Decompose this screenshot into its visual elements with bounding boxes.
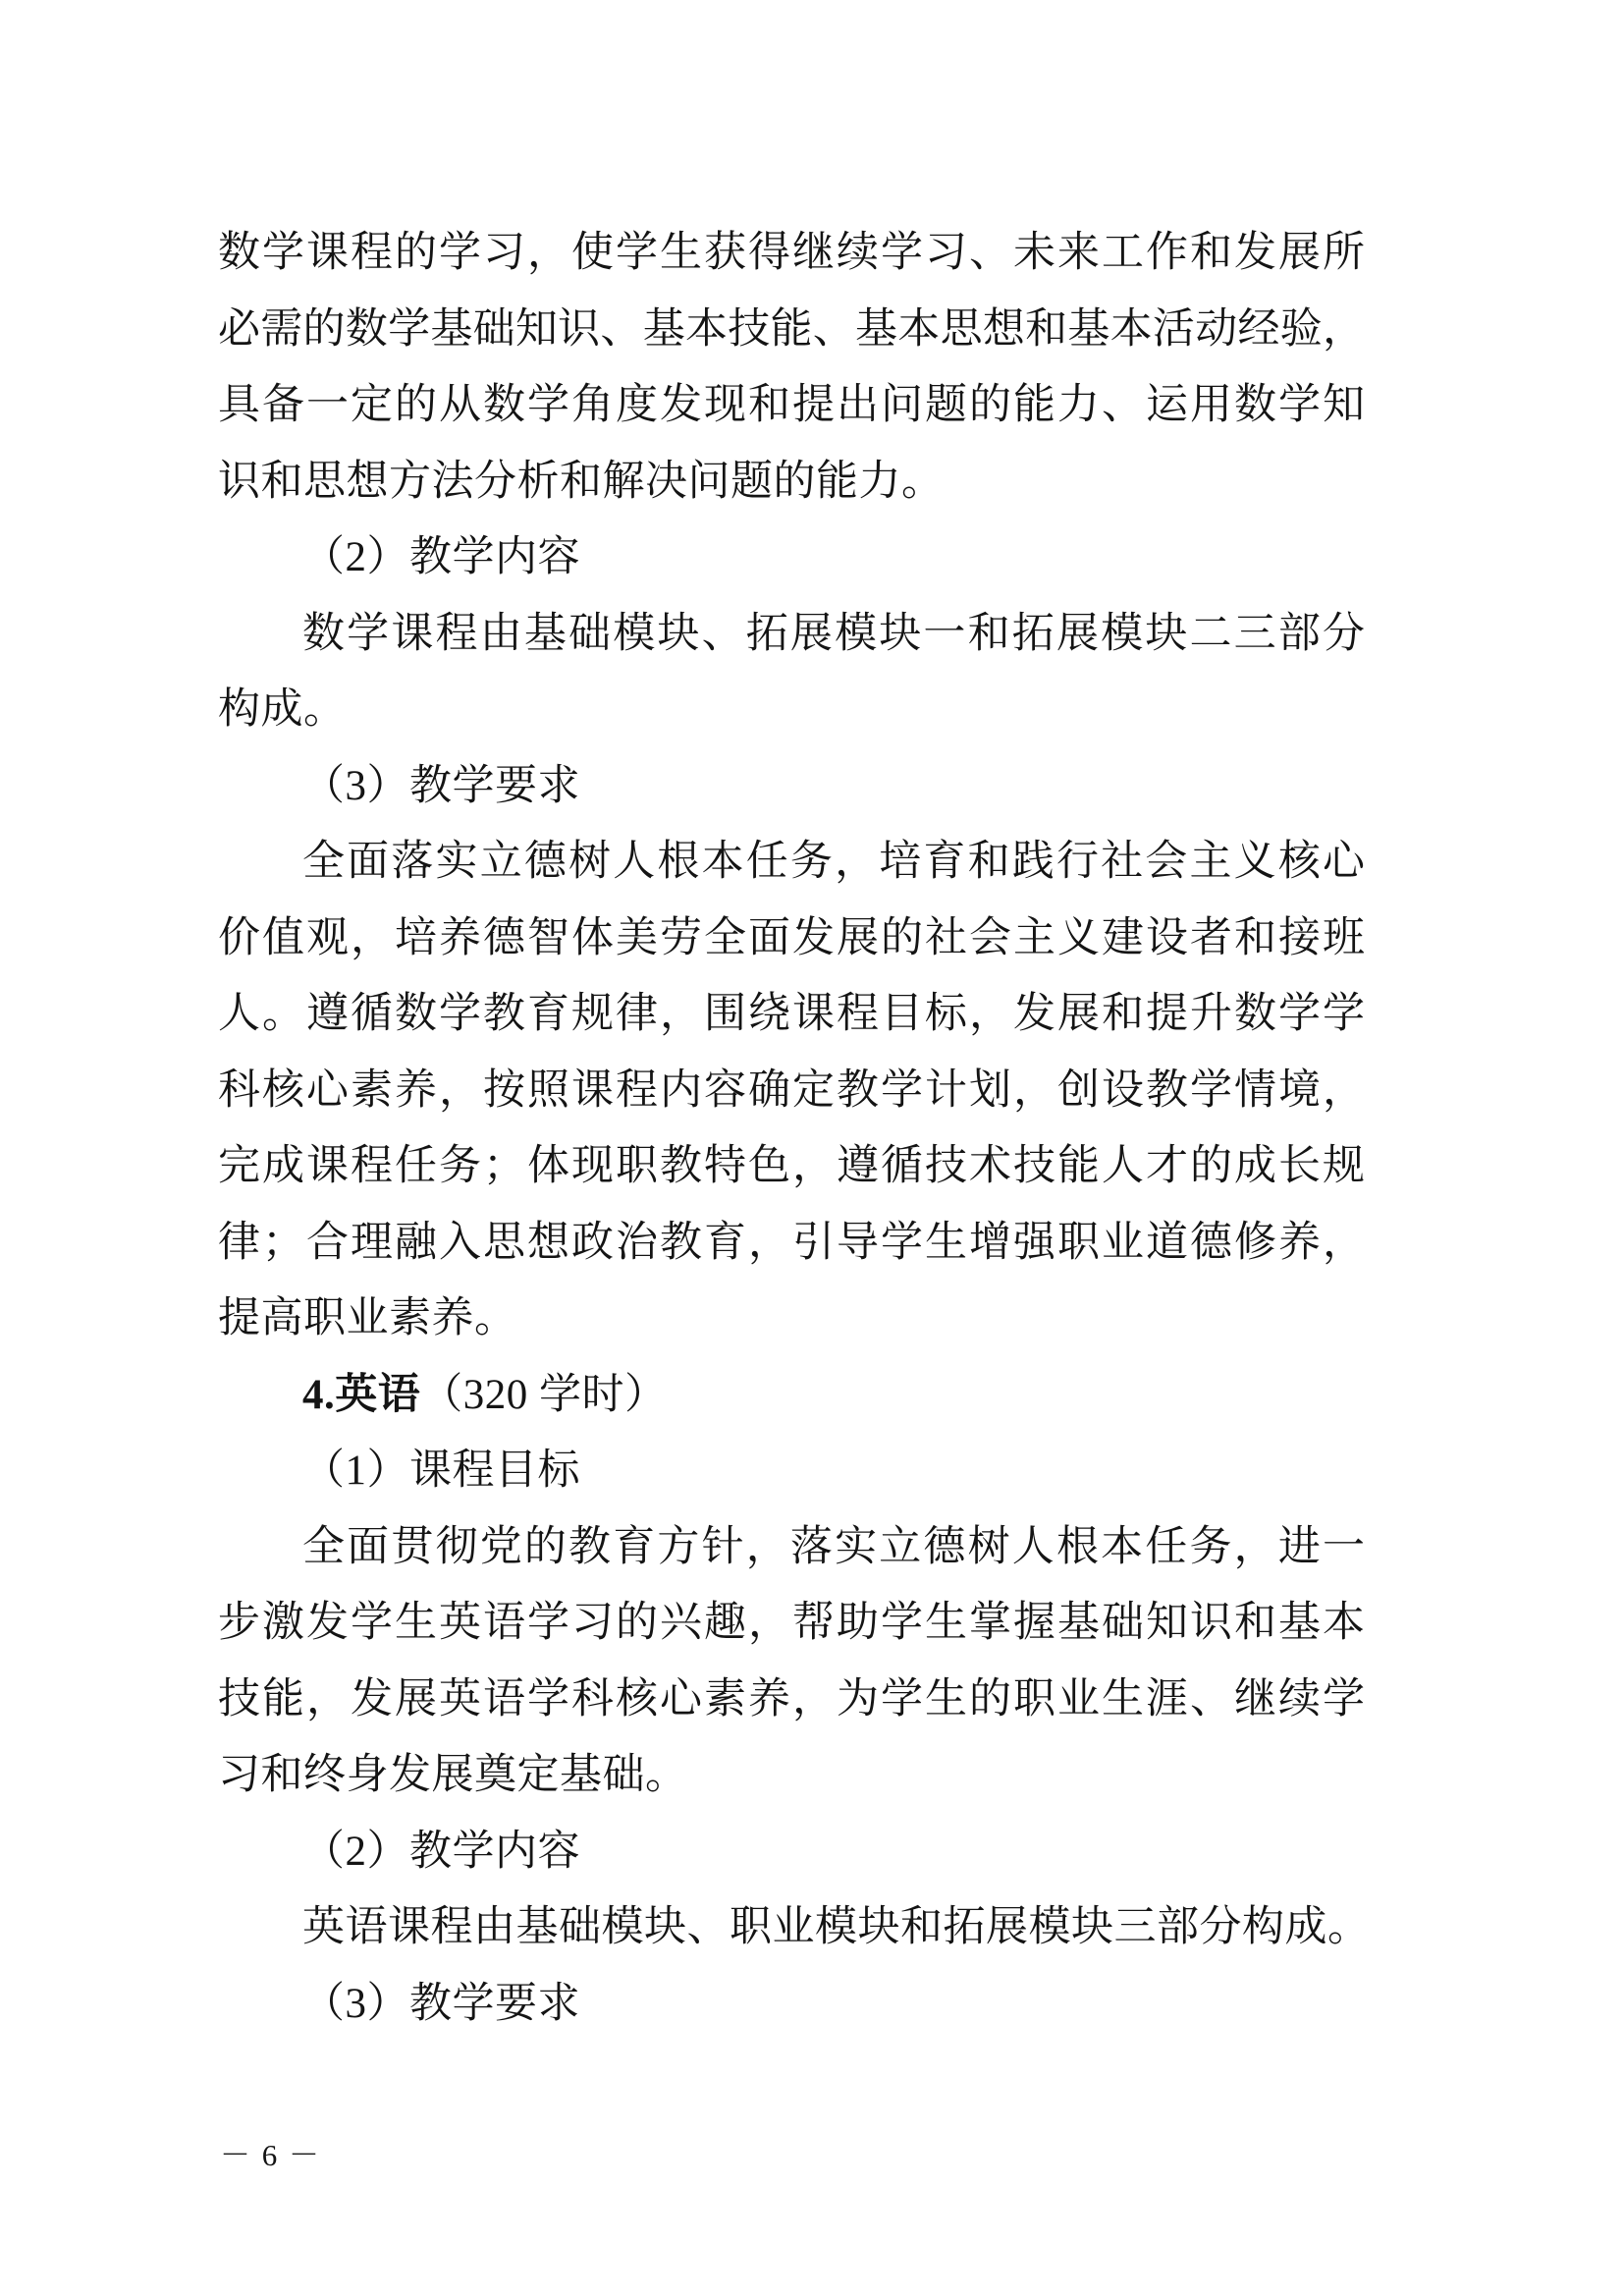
text-line: 构成。 xyxy=(218,686,347,733)
subheading-teaching-requirements: （3）教学要求 xyxy=(302,762,580,809)
text-line: 识和思想方法分析和解决问题的能力。 xyxy=(218,458,945,505)
text-line: 英语课程由基础模块、职业模块和拓展模块三部分构成。 xyxy=(302,1904,1371,1950)
subheading-teaching-requirements: （3）教学要求 xyxy=(302,1980,580,2027)
text-line: 必需的数学基础知识、基本技能、基本思想和基本活动经验， xyxy=(218,305,1365,353)
text-line: 提高职业素养。 xyxy=(218,1295,517,1341)
text-line: 数学课程的学习，使学生获得继续学习、未来工作和发展所 xyxy=(218,230,1365,276)
text-line: 技能，发展英语学科核心素养，为学生的职业生涯、继续学 xyxy=(218,1675,1365,1722)
text-line: 习和终身发展奠定基础。 xyxy=(218,1752,688,1798)
text-line: 步激发学生英语学习的兴趣，帮助学生掌握基础知识和基本 xyxy=(218,1600,1365,1646)
text-line: 具备一定的从数学角度发现和提出问题的能力、运用数学知 xyxy=(218,382,1365,428)
text-line: 科核心素养，按照课程内容确定教学计划，创设教学情境， xyxy=(218,1066,1365,1114)
section-heading-english-hours: （320 学时） xyxy=(420,1371,668,1418)
text-line: 完成课程任务；体现职教特色，遵循技术技能人才的成长规 xyxy=(218,1143,1365,1189)
text-line: 价值观，培养德智体美劳全面发展的社会主义建设者和接班 xyxy=(218,914,1365,961)
text-line: 人。遵循数学教育规律，围绕课程目标，发展和提升数学学 xyxy=(218,991,1365,1037)
document-text-block xyxy=(218,215,1371,2042)
section-heading-english-number-title: 4.英语 xyxy=(302,1371,421,1418)
text-line: 全面贯彻党的教育方针，落实立德树人根本任务，进一 xyxy=(302,1523,1365,1570)
text-line: 数学课程由基础模块、拓展模块一和拓展模块二三部分 xyxy=(302,610,1365,657)
subheading-teaching-content: （2）教学内容 xyxy=(302,534,580,580)
page-number: － 6 － xyxy=(220,2138,321,2172)
subheading-course-objectives: （1）课程目标 xyxy=(302,1448,580,1494)
subheading-teaching-content: （2）教学内容 xyxy=(302,1828,580,1875)
text-line: 律；合理融入思想政治教育，引导学生增强职业道德修养， xyxy=(218,1219,1365,1266)
section-heading-english xyxy=(218,1357,1365,1434)
text-line: 全面落实立德树人根本任务，培育和践行社会主义核心 xyxy=(302,839,1365,885)
